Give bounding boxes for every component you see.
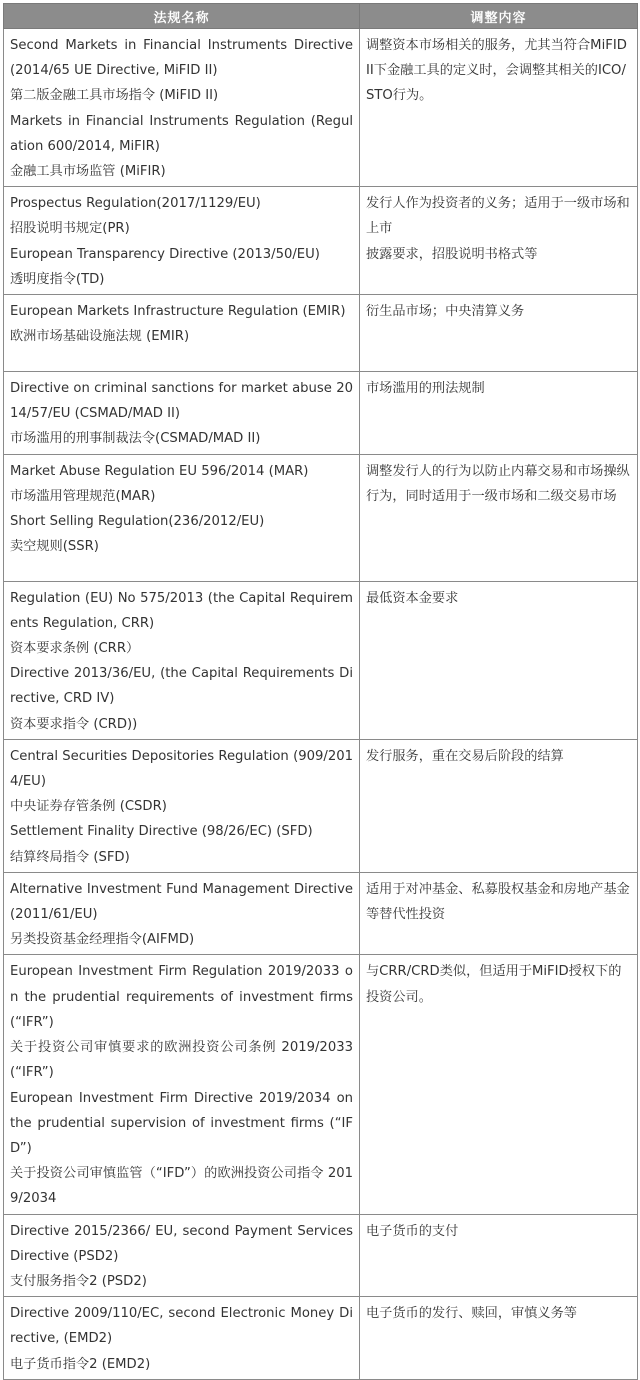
adjustment-content-cell (360, 295, 638, 372)
table-row (4, 1214, 638, 1297)
regulation-name-cell (4, 187, 360, 295)
regulation-line: Short Selling Regulation(236/2012/EU) (10, 514, 265, 530)
regulation-line: 卖空规则(SSR) (10, 539, 99, 555)
regulation-line: 招股说明书规定(PR) (10, 221, 130, 237)
content-text: 与CRR/CRD类似，但适用于MiFID授权下的投资公司。 (366, 964, 622, 1005)
table-row (4, 1297, 638, 1380)
regulation-line: European Investment Firm Regulation 2019/2033 on the prudential requirements of investment firms (“IFR”) (10, 964, 353, 1030)
content-text: 市场滥用的刑法规制 (366, 381, 485, 397)
regulation-line: 透明度指令(TD) (10, 271, 105, 287)
adjustment-content-cell (360, 739, 638, 872)
content-text: 适用于对冲基金、私募股权基金和房地产基金等替代性投资 (366, 881, 630, 923)
table-row (4, 372, 638, 455)
regulation-name-cell (4, 872, 360, 955)
regulation-line: Central Securities Depositories Regulation (909/2014/EU) (10, 748, 353, 790)
regulation-name-cell (4, 1214, 360, 1297)
table-row (4, 955, 638, 1214)
content-text: 调整资本市场相关的服务，尤其当符合MiFID II下金融工具的定义时，会调整其相关的ICO/STO行为。 (366, 38, 627, 104)
table-row (4, 872, 638, 955)
regulation-line: Prospectus Regulation(2017/1129/EU) (10, 196, 261, 212)
regulation-line: 中央证券存管条例 (CSDR) (10, 799, 167, 815)
regulation-line: 关于投资公司审慎要求的欧洲投资公司条例 2019/2033 (“IFR”) (10, 1040, 353, 1081)
content-text: 衍生品市场；中央清算义务 (366, 304, 525, 320)
regulation-line: European Transparency Directive (2013/50/EU) (10, 246, 320, 262)
table-row (4, 29, 638, 187)
regulation-line: 另类投资基金经理指令(AIFMD) (10, 932, 195, 948)
regulation-line: 第二版金融工具市场指令 (MiFID II) (10, 88, 219, 104)
regulation-line: Directive 2013/36/EU, (the Capital Requirements Directive, CRD IV) (10, 666, 353, 707)
adjustment-content-cell (360, 581, 638, 739)
table-row (4, 739, 638, 872)
adjustment-content-cell (360, 1214, 638, 1297)
regulation-line: European Markets Infrastructure Regulation (EMIR) (10, 304, 346, 320)
header-regulation-name: 法规名称 (4, 4, 360, 29)
regulation-name-cell (4, 295, 360, 372)
regulation-line: 资本要求条例 (CRR） (10, 641, 140, 657)
table-row (4, 581, 638, 739)
regulation-line: 市场滥用管理规范(MAR) (10, 488, 156, 504)
adjustment-content-cell (360, 955, 638, 1214)
content-text: 电子货币的支付 (366, 1223, 459, 1239)
content-text: 调整发行人的行为以防止内幕交易和市场操纵行为，同时适用于一级市场和二级交易市场 (366, 463, 630, 504)
content-text: 发行人作为投资者的义务；适用于一级市场和上市 (366, 196, 630, 237)
adjustment-content-cell (360, 872, 638, 955)
regulation-line: Directive 2015/2366/ EU, second Payment Services Directive (PSD2) (10, 1223, 353, 1264)
regulation-line: Second Markets in Financial Instruments Directive (2014/65 UE Directive, MiFID II) (10, 38, 353, 79)
adjustment-content-cell (360, 29, 638, 187)
table-row (4, 295, 638, 372)
regulation-line: 市场滥用的刑事制裁法令(CSMAD/MAD II) (10, 431, 261, 447)
regulation-line: 资本要求指令 (CRD)) (10, 716, 138, 732)
content-text: 披露要求，招股说明书格式等 (366, 246, 538, 262)
adjustment-content-cell (360, 454, 638, 581)
regulation-line: Market Abuse Regulation EU 596/2014 (MAR) (10, 463, 309, 479)
regulation-line: Settlement Finality Directive (98/26/EC) (SFD) (10, 824, 313, 840)
regulation-name-cell (4, 1297, 360, 1380)
regulation-name-cell (4, 454, 360, 581)
content-text: 电子货币的发行、赎回，审慎义务等 (366, 1306, 577, 1322)
regulation-line: Directive 2009/110/EC, second Electronic Money Directive, (EMD2) (10, 1306, 353, 1347)
adjustment-content-cell (360, 1297, 638, 1380)
content-text: 发行服务，重在交易后阶段的结算 (366, 748, 564, 764)
regulation-line: Markets in Financial Instruments Regulation (Regulation 600/2014, MiFIR) (10, 113, 353, 154)
table-row (4, 454, 638, 581)
regulation-name-cell (4, 29, 360, 187)
regulation-line: European Investment Firm Directive 2019/2034 on the prudential supervision of investment firms (“IFD”) (10, 1090, 353, 1156)
regulation-line: 电子货币指令2 (EMD2) (10, 1356, 151, 1372)
regulation-name-cell (4, 739, 360, 872)
regulation-line: 欧洲市场基础设施法规 (EMIR) (10, 329, 190, 345)
regulation-line: 关于投资公司审慎监管（“IFD”）的欧洲投资公司指令 2019/2034 (10, 1166, 353, 1207)
regulation-name-cell (4, 581, 360, 739)
header-adjustment-content: 调整内容 (360, 4, 638, 29)
regulation-name-cell (4, 372, 360, 455)
regulation-line: Alternative Investment Fund Management Directive (2011/61/EU) (10, 881, 353, 923)
regulation-line: 支付服务指令2 (PSD2) (10, 1273, 147, 1289)
regulation-line: Directive on criminal sanctions for market abuse 2014/57/EU (CSMAD/MAD II) (10, 381, 353, 422)
adjustment-content-cell (360, 372, 638, 455)
regulation-line: 金融工具市场监管 (MiFIR) (10, 164, 166, 180)
content-text: 最低资本金要求 (366, 590, 459, 606)
table-row (4, 187, 638, 295)
adjustment-content-cell (360, 187, 638, 295)
header-row (4, 4, 638, 29)
regulation-name-cell (4, 955, 360, 1214)
regulation-line: Regulation (EU) No 575/2013 (the Capital Requirements Regulation, CRR) (10, 590, 353, 631)
regulations-table (3, 3, 638, 1380)
regulation-line: 结算终局指令 (SFD) (10, 849, 130, 865)
